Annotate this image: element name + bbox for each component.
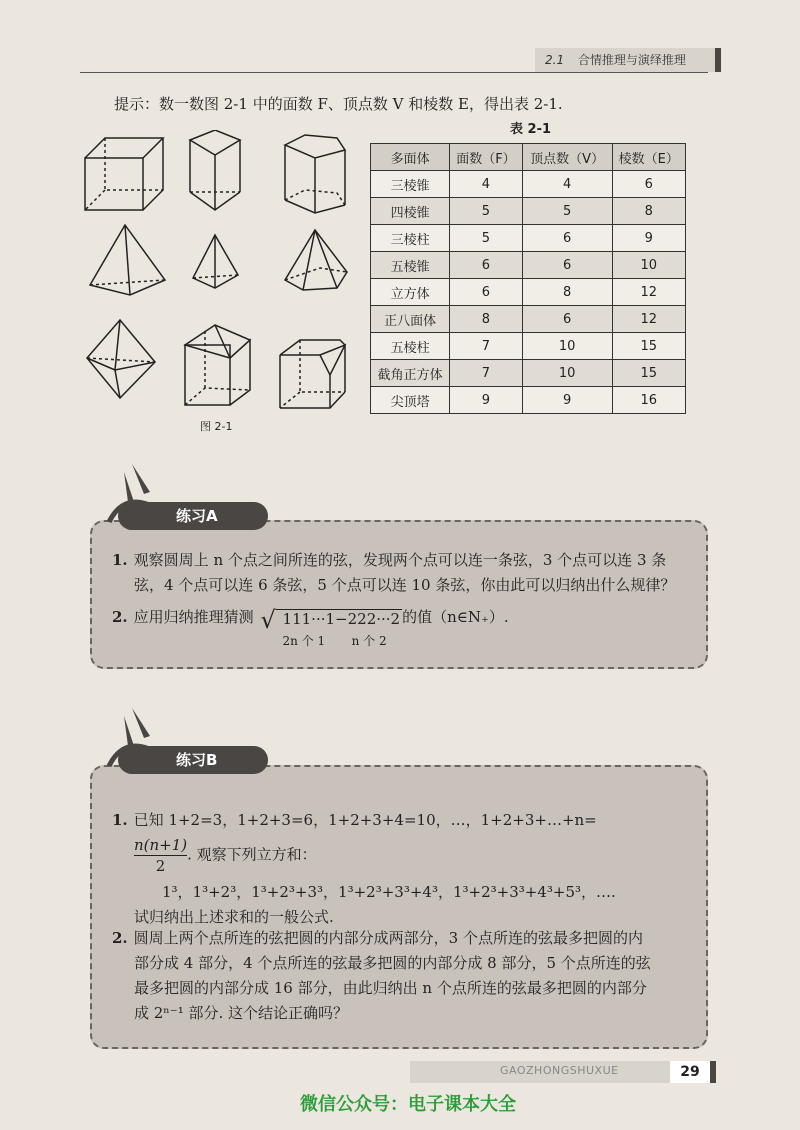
item-text: 圆周上两个点所连的弦把圆的内部分成两部分，3 个点所连的弦最多把圆的内 (133, 929, 643, 947)
sqrt-expression: √ 111···1 2n 个 1 −222···2 n 个 2 (260, 604, 402, 632)
table-body (371, 171, 686, 414)
table-cell: 10 (612, 252, 685, 279)
pentagonal-pyramid-shape (285, 230, 347, 290)
table-cell: 四棱锥 (371, 198, 450, 225)
truncated-cube-shape (280, 340, 345, 408)
table-cell: 5 (450, 198, 523, 225)
table-cell: 五棱锥 (371, 252, 450, 279)
table-cell: 7 (450, 360, 523, 387)
pointed-tower-shape (185, 325, 250, 405)
table-cell: 7 (450, 333, 523, 360)
table-row (371, 387, 686, 414)
item-text: 成 2ⁿ⁻¹ 部分. 这个结论正确吗？ (134, 1004, 349, 1022)
footer-brand: GAOZHONGSHUXUE (500, 1064, 619, 1077)
page-number: 29 (670, 1061, 710, 1083)
table-cell: 4 (522, 171, 612, 198)
ones-count: 2n 个 1 (282, 634, 326, 648)
table-cell: 五棱柱 (371, 333, 450, 360)
item-number: 1. (112, 551, 128, 569)
table-row (371, 360, 686, 387)
table-row (371, 333, 686, 360)
triangular-pyramid-shape (193, 235, 238, 288)
table-cell: 6 (612, 171, 685, 198)
item-number: 1. (112, 811, 128, 829)
item-number: 2. (112, 929, 128, 947)
table-cell: 5 (450, 225, 523, 252)
table-row (371, 198, 686, 225)
table-row (371, 279, 686, 306)
octahedron-shape (87, 320, 155, 398)
table-cell: 9 (522, 387, 612, 414)
table-cell: 9 (450, 387, 523, 414)
square-pyramid-shape (90, 225, 165, 295)
section-number: 2.1 (545, 53, 565, 67)
table-cell: 4 (450, 171, 523, 198)
fraction-numerator: n(n+1) (134, 836, 188, 854)
item-text: 最多把圆的内部分成 16 部分，由此归纳出 n 个点所连的弦最多把圆的内部分 (134, 979, 647, 997)
header-rule (80, 72, 708, 73)
table-cell: 尖顶塔 (371, 387, 450, 414)
table-header-cell: 面数（F） (450, 144, 523, 171)
twos-count: n 个 2 (351, 634, 387, 648)
item-text: 观察圆周上 n 个点之间所连的弦，发现两个点可以连一条弦，3 个点可以连 3 条 (133, 551, 667, 569)
pentagonal-prism-shape (285, 135, 345, 213)
table-cell: 9 (612, 225, 685, 252)
table-row (371, 252, 686, 279)
exercise-b-badge: 练习B (118, 746, 268, 774)
table-cell: 15 (612, 333, 685, 360)
table-title: 表 2-1 (510, 122, 552, 137)
table-cell: 立方体 (371, 279, 450, 306)
table-cell: 5 (522, 198, 612, 225)
table-row (371, 306, 686, 333)
polyhedra-figure (75, 130, 355, 420)
table-cell: 6 (450, 279, 523, 306)
polyhedra-table (370, 143, 686, 414)
table-cell: 8 (522, 279, 612, 306)
item-text: 试归纳出上述求和的一般公式. (134, 908, 334, 926)
watermark-text: 微信公众号：电子课本大全 (300, 1094, 516, 1115)
table-row (371, 171, 686, 198)
figure-caption: 图 2-1 (200, 420, 233, 433)
table-header-cell: 多面体 (371, 144, 450, 171)
exercise-a-badge: 练习A (118, 502, 268, 530)
exercise-b-item-1 (112, 808, 616, 930)
table-cell: 6 (522, 252, 612, 279)
table-cell: 15 (612, 360, 685, 387)
table-cell: 三棱柱 (371, 225, 450, 252)
table-cell: 三棱锥 (371, 171, 450, 198)
item-text: 应用归纳推理猜测 (133, 608, 254, 626)
table-cell: 10 (522, 360, 612, 387)
exercise-b-item-2 (112, 926, 651, 1026)
table-cell: 6 (522, 306, 612, 333)
table-cell: 10 (522, 333, 612, 360)
item-number: 2. (112, 608, 128, 626)
table-header-row (371, 144, 686, 171)
item-text: 的值（n∈N₊）. (402, 608, 509, 626)
table-cell: 正八面体 (371, 306, 450, 333)
table-cell: 16 (612, 387, 685, 414)
exercise-a-item-1 (112, 548, 675, 598)
table-cell: 截角正方体 (371, 360, 450, 387)
table-cell: 12 (612, 279, 685, 306)
section-header (535, 48, 721, 72)
triangular-prism-shape (190, 130, 240, 210)
table-row (371, 225, 686, 252)
section-title: 合情推理与演绎推理 (577, 53, 686, 67)
hint-text: 提示：数一数图 2-1 中的面数 F、顶点数 V 和棱数 E，得出表 2-1. (114, 95, 563, 113)
table-cell: 8 (612, 198, 685, 225)
exercise-a-item-2 (112, 604, 509, 648)
table-cell: 6 (450, 252, 523, 279)
table-cell: 12 (612, 306, 685, 333)
item-text: 已知 1+2=3，1+2+3=6，1+2+3+4=10，…，1+2+3+…+n= (133, 811, 597, 829)
cubes-sequence: 1³，1³+2³，1³+2³+3³，1³+2³+3³+4³，1³+2³+3³+4³+5³，…. (162, 883, 616, 901)
item-text: . 观察下列立方和： (187, 845, 317, 864)
table-cell: 8 (450, 306, 523, 333)
fraction (134, 835, 187, 876)
table-header-cell: 顶点数（V） (522, 144, 612, 171)
ones-term: 111···1 (282, 610, 336, 628)
fraction-denominator: 2 (155, 857, 166, 875)
item-text: 弦，4 个点可以连 6 条弦，5 个点可以连 10 条弦，你由此可以归纳出什么规律？ (134, 576, 676, 594)
cube-shape (85, 138, 163, 210)
table-header-cell: 棱数（E） (612, 144, 685, 171)
item-text: 部分成 4 部分，4 个点所连的弦最多把圆的内部分成 8 部分，5 个点所连的弦 (134, 954, 651, 972)
table-cell: 6 (522, 225, 612, 252)
twos-term: 222···2 (347, 610, 401, 628)
